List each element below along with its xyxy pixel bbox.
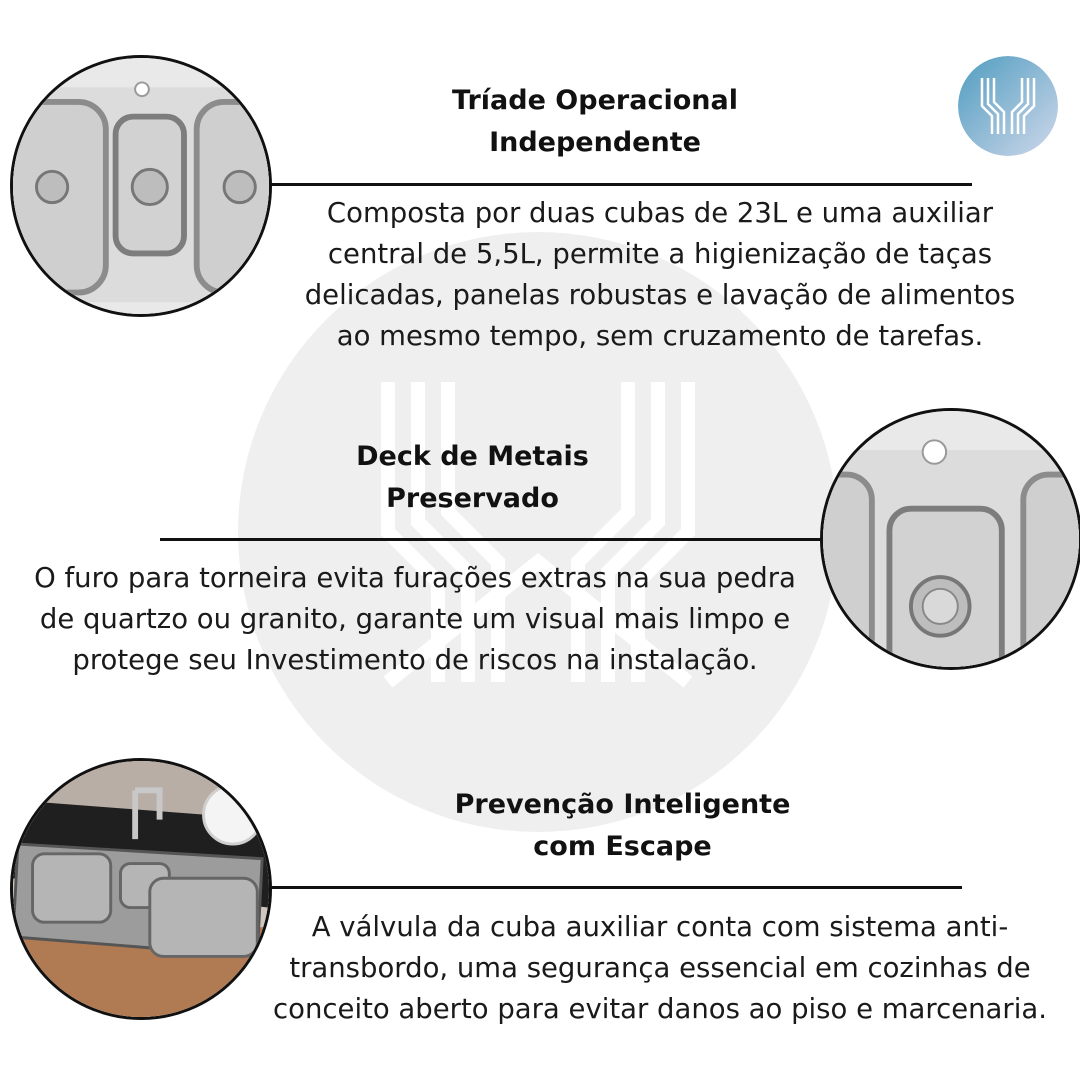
section-1-divider <box>270 183 972 186</box>
section-1-title-line: Independente <box>489 127 701 158</box>
section-3-description-line: conceito aberto para evitar danos ao piso e marcenaria. <box>273 993 1047 1025</box>
section-1-title-line: Tríade Operacional <box>452 85 738 116</box>
section-1-description-line: Composta por duas cubas de 23L e uma auxiliar <box>326 197 994 229</box>
section-2-description-line: O furo para torneira evita furações extras na sua pedra <box>34 562 796 594</box>
section-2-description-line: protege seu Investimento de riscos na instalação. <box>72 644 758 676</box>
section-2-description-line: de quartzo ou granito, garante um visual mais limpo e <box>39 603 791 635</box>
section-2-divider <box>160 538 830 541</box>
section-3-description-line: A válvula da cuba auxiliar conta com sistema anti- <box>311 911 1009 943</box>
section-1-description-line: central de 5,5L, permite a higienização de taças <box>327 238 993 270</box>
section-3-divider <box>270 886 962 889</box>
brand-logo-icon <box>958 56 1058 156</box>
section-3-title-line: com Escape <box>533 831 712 862</box>
kitchen-sink-photo <box>10 758 272 1020</box>
section-2-description <box>5 558 825 681</box>
section-3-title <box>420 784 825 868</box>
section-2-title <box>270 436 675 520</box>
sink-faucet-hole-image <box>820 408 1080 670</box>
section-1-description-line: ao mesmo tempo, sem cruzamento de tarefas. <box>336 320 984 352</box>
section-3-description <box>250 907 1070 1030</box>
section-3-title-line: Prevenção Inteligente <box>454 789 791 820</box>
section-2-title-line: Preservado <box>386 483 559 514</box>
section-1-description-line: delicadas, panelas robustas e lavação de alimentos <box>304 279 1016 311</box>
section-3-description-line: transbordo, uma segurança essencial em cozinhas de <box>289 952 1031 984</box>
section-2-title-line: Deck de Metais <box>356 441 589 472</box>
section-1-title <box>390 80 800 164</box>
sink-top-view-image <box>10 55 272 317</box>
section-1-description <box>260 193 1060 357</box>
